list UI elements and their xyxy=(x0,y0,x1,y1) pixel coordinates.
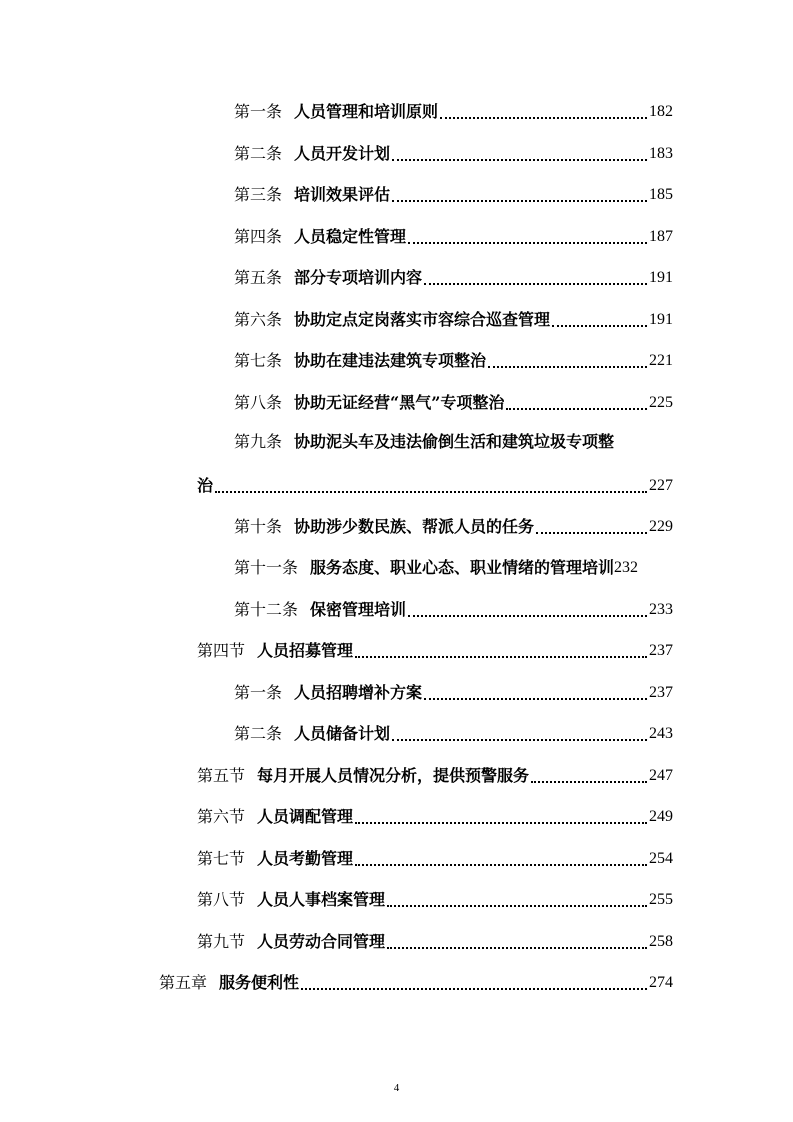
dot-leader xyxy=(506,396,647,410)
toc-chapter-title: 服务便利性 xyxy=(219,973,300,992)
toc-entry-page: 182 xyxy=(649,103,673,120)
toc-entry-page: 227 xyxy=(649,477,673,494)
toc-section[interactable] xyxy=(197,884,673,910)
dot-leader xyxy=(531,769,647,783)
toc-entry-title: 人员稳定性管理 xyxy=(294,227,407,246)
toc-entry-wrapped-first-line[interactable] xyxy=(234,426,704,452)
toc-entry[interactable] xyxy=(234,304,673,330)
toc-entry-title-continuation: 治 xyxy=(197,476,214,495)
toc-entry-number: 第四条 xyxy=(234,227,283,246)
toc-section-title: 人员劳动合同管理 xyxy=(257,932,386,951)
toc-entry-number: 第十二条 xyxy=(234,600,299,619)
toc-entry-title: 人员开发计划 xyxy=(294,144,391,163)
toc-entry-title: 保密管理培训 xyxy=(310,600,407,619)
dot-leader xyxy=(387,935,647,949)
toc-entry[interactable] xyxy=(234,677,673,703)
dot-leader xyxy=(301,976,647,990)
toc-entry-wrapped-second-line[interactable] xyxy=(197,470,673,496)
toc-entry[interactable] xyxy=(234,594,673,620)
dot-leader xyxy=(424,271,647,285)
toc-entry-title: 部分专项培训内容 xyxy=(294,268,423,287)
toc-section[interactable] xyxy=(197,843,673,869)
toc-section[interactable] xyxy=(197,760,673,786)
toc-entry[interactable] xyxy=(234,138,673,164)
toc-entry[interactable] xyxy=(234,345,673,371)
toc-entry[interactable] xyxy=(234,552,704,578)
toc-entry-title: 协助定点定岗落实市容综合巡查管理 xyxy=(294,310,551,329)
toc-entry-number: 第九条 xyxy=(234,432,283,451)
dot-leader xyxy=(552,313,647,327)
dot-leader xyxy=(536,520,647,534)
toc-chapter-page: 274 xyxy=(649,974,673,991)
toc-section-page: 247 xyxy=(649,767,673,784)
toc-entry-number: 第十条 xyxy=(234,517,283,536)
toc-section-number: 第八节 xyxy=(197,890,246,909)
toc-entry-page: 191 xyxy=(649,311,673,328)
toc-entry[interactable] xyxy=(234,221,673,247)
toc-section-title: 每月开展人员情况分析，提供预警服务 xyxy=(257,766,530,785)
toc-section-number: 第九节 xyxy=(197,932,246,951)
toc-entry-number: 第二条 xyxy=(234,724,283,743)
toc-section[interactable] xyxy=(197,801,673,827)
toc-chapter-number: 第五章 xyxy=(159,973,208,992)
toc-entry-title: 服务态度、职业心态、职业情绪的管理培训 xyxy=(310,558,615,577)
dot-leader xyxy=(392,727,647,741)
toc-section-page: 249 xyxy=(649,808,673,825)
toc-entry-page: 233 xyxy=(649,601,673,618)
toc-entry[interactable] xyxy=(234,511,673,537)
toc-entry-title: 协助无证经营“黑气”专项整治 xyxy=(294,393,505,412)
toc-entry-number: 第一条 xyxy=(234,683,283,702)
toc-entry-number: 第七条 xyxy=(234,351,283,370)
page-number-footer: 4 xyxy=(393,1082,400,1094)
toc-section-number: 第六节 xyxy=(197,807,246,826)
toc-entry-title: 协助涉少数民族、帮派人员的任务 xyxy=(294,517,535,536)
toc-section-page: 237 xyxy=(649,642,673,659)
toc-section-title: 人员人事档案管理 xyxy=(257,890,386,909)
toc-section-number: 第四节 xyxy=(197,641,246,660)
toc-entry-page: 232 xyxy=(614,559,639,576)
toc-section-page: 254 xyxy=(649,850,673,867)
toc-entry-page: 237 xyxy=(649,684,673,701)
dot-leader xyxy=(408,230,647,244)
toc-entry-page: 187 xyxy=(649,228,673,245)
toc-entry-number: 第十一条 xyxy=(234,558,299,577)
toc-entry-title: 协助在建违法建筑专项整治 xyxy=(294,351,487,370)
toc-section-title: 人员考勤管理 xyxy=(257,849,354,868)
dot-leader xyxy=(355,810,647,824)
toc-chapter[interactable] xyxy=(159,967,673,993)
toc-entry-title: 协助泥头车及违法偷倒生活和建筑垃圾专项整 xyxy=(294,432,615,451)
toc-entry[interactable] xyxy=(234,96,673,122)
dot-leader xyxy=(392,147,647,161)
toc-entry-page: 185 xyxy=(649,186,673,203)
toc-entry-title: 人员储备计划 xyxy=(294,724,391,743)
toc-entry[interactable] xyxy=(234,387,673,413)
toc-entry-title: 人员招聘增补方案 xyxy=(294,683,423,702)
toc-entry-number: 第三条 xyxy=(234,185,283,204)
toc-entry-number: 第一条 xyxy=(234,102,283,121)
dot-leader xyxy=(215,479,647,493)
toc-section-page: 255 xyxy=(649,891,673,908)
toc-section-title: 人员调配管理 xyxy=(257,807,354,826)
toc-entry-number: 第六条 xyxy=(234,310,283,329)
toc-section-number: 第七节 xyxy=(197,849,246,868)
toc-entry-page: 225 xyxy=(649,394,673,411)
toc-entry[interactable] xyxy=(234,262,673,288)
toc-section-page: 258 xyxy=(649,933,673,950)
toc-section-title: 人员招募管理 xyxy=(257,641,354,660)
dot-leader xyxy=(355,852,647,866)
toc-entry[interactable] xyxy=(234,718,673,744)
toc-entry-page: 221 xyxy=(649,352,673,369)
toc-entry[interactable] xyxy=(234,179,673,205)
toc-entry-page: 191 xyxy=(649,269,673,286)
dot-leader xyxy=(355,644,647,658)
dot-leader xyxy=(488,354,647,368)
toc-entry-page: 243 xyxy=(649,725,673,742)
toc-entry-title: 培训效果评估 xyxy=(294,185,391,204)
toc-entry-number: 第五条 xyxy=(234,268,283,287)
toc-entry-number: 第二条 xyxy=(234,144,283,163)
toc-section-number: 第五节 xyxy=(197,766,246,785)
dot-leader xyxy=(440,105,647,119)
toc-section[interactable] xyxy=(197,926,673,952)
toc-entry-page: 183 xyxy=(649,145,673,162)
toc-entry-page: 229 xyxy=(649,518,673,535)
toc-entry-title: 人员管理和培训原则 xyxy=(294,102,439,121)
dot-leader xyxy=(387,893,647,907)
dot-leader xyxy=(424,686,647,700)
dot-leader xyxy=(408,603,647,617)
dot-leader xyxy=(392,188,647,202)
toc-section[interactable] xyxy=(197,635,673,661)
toc-entry-number: 第八条 xyxy=(234,393,283,412)
